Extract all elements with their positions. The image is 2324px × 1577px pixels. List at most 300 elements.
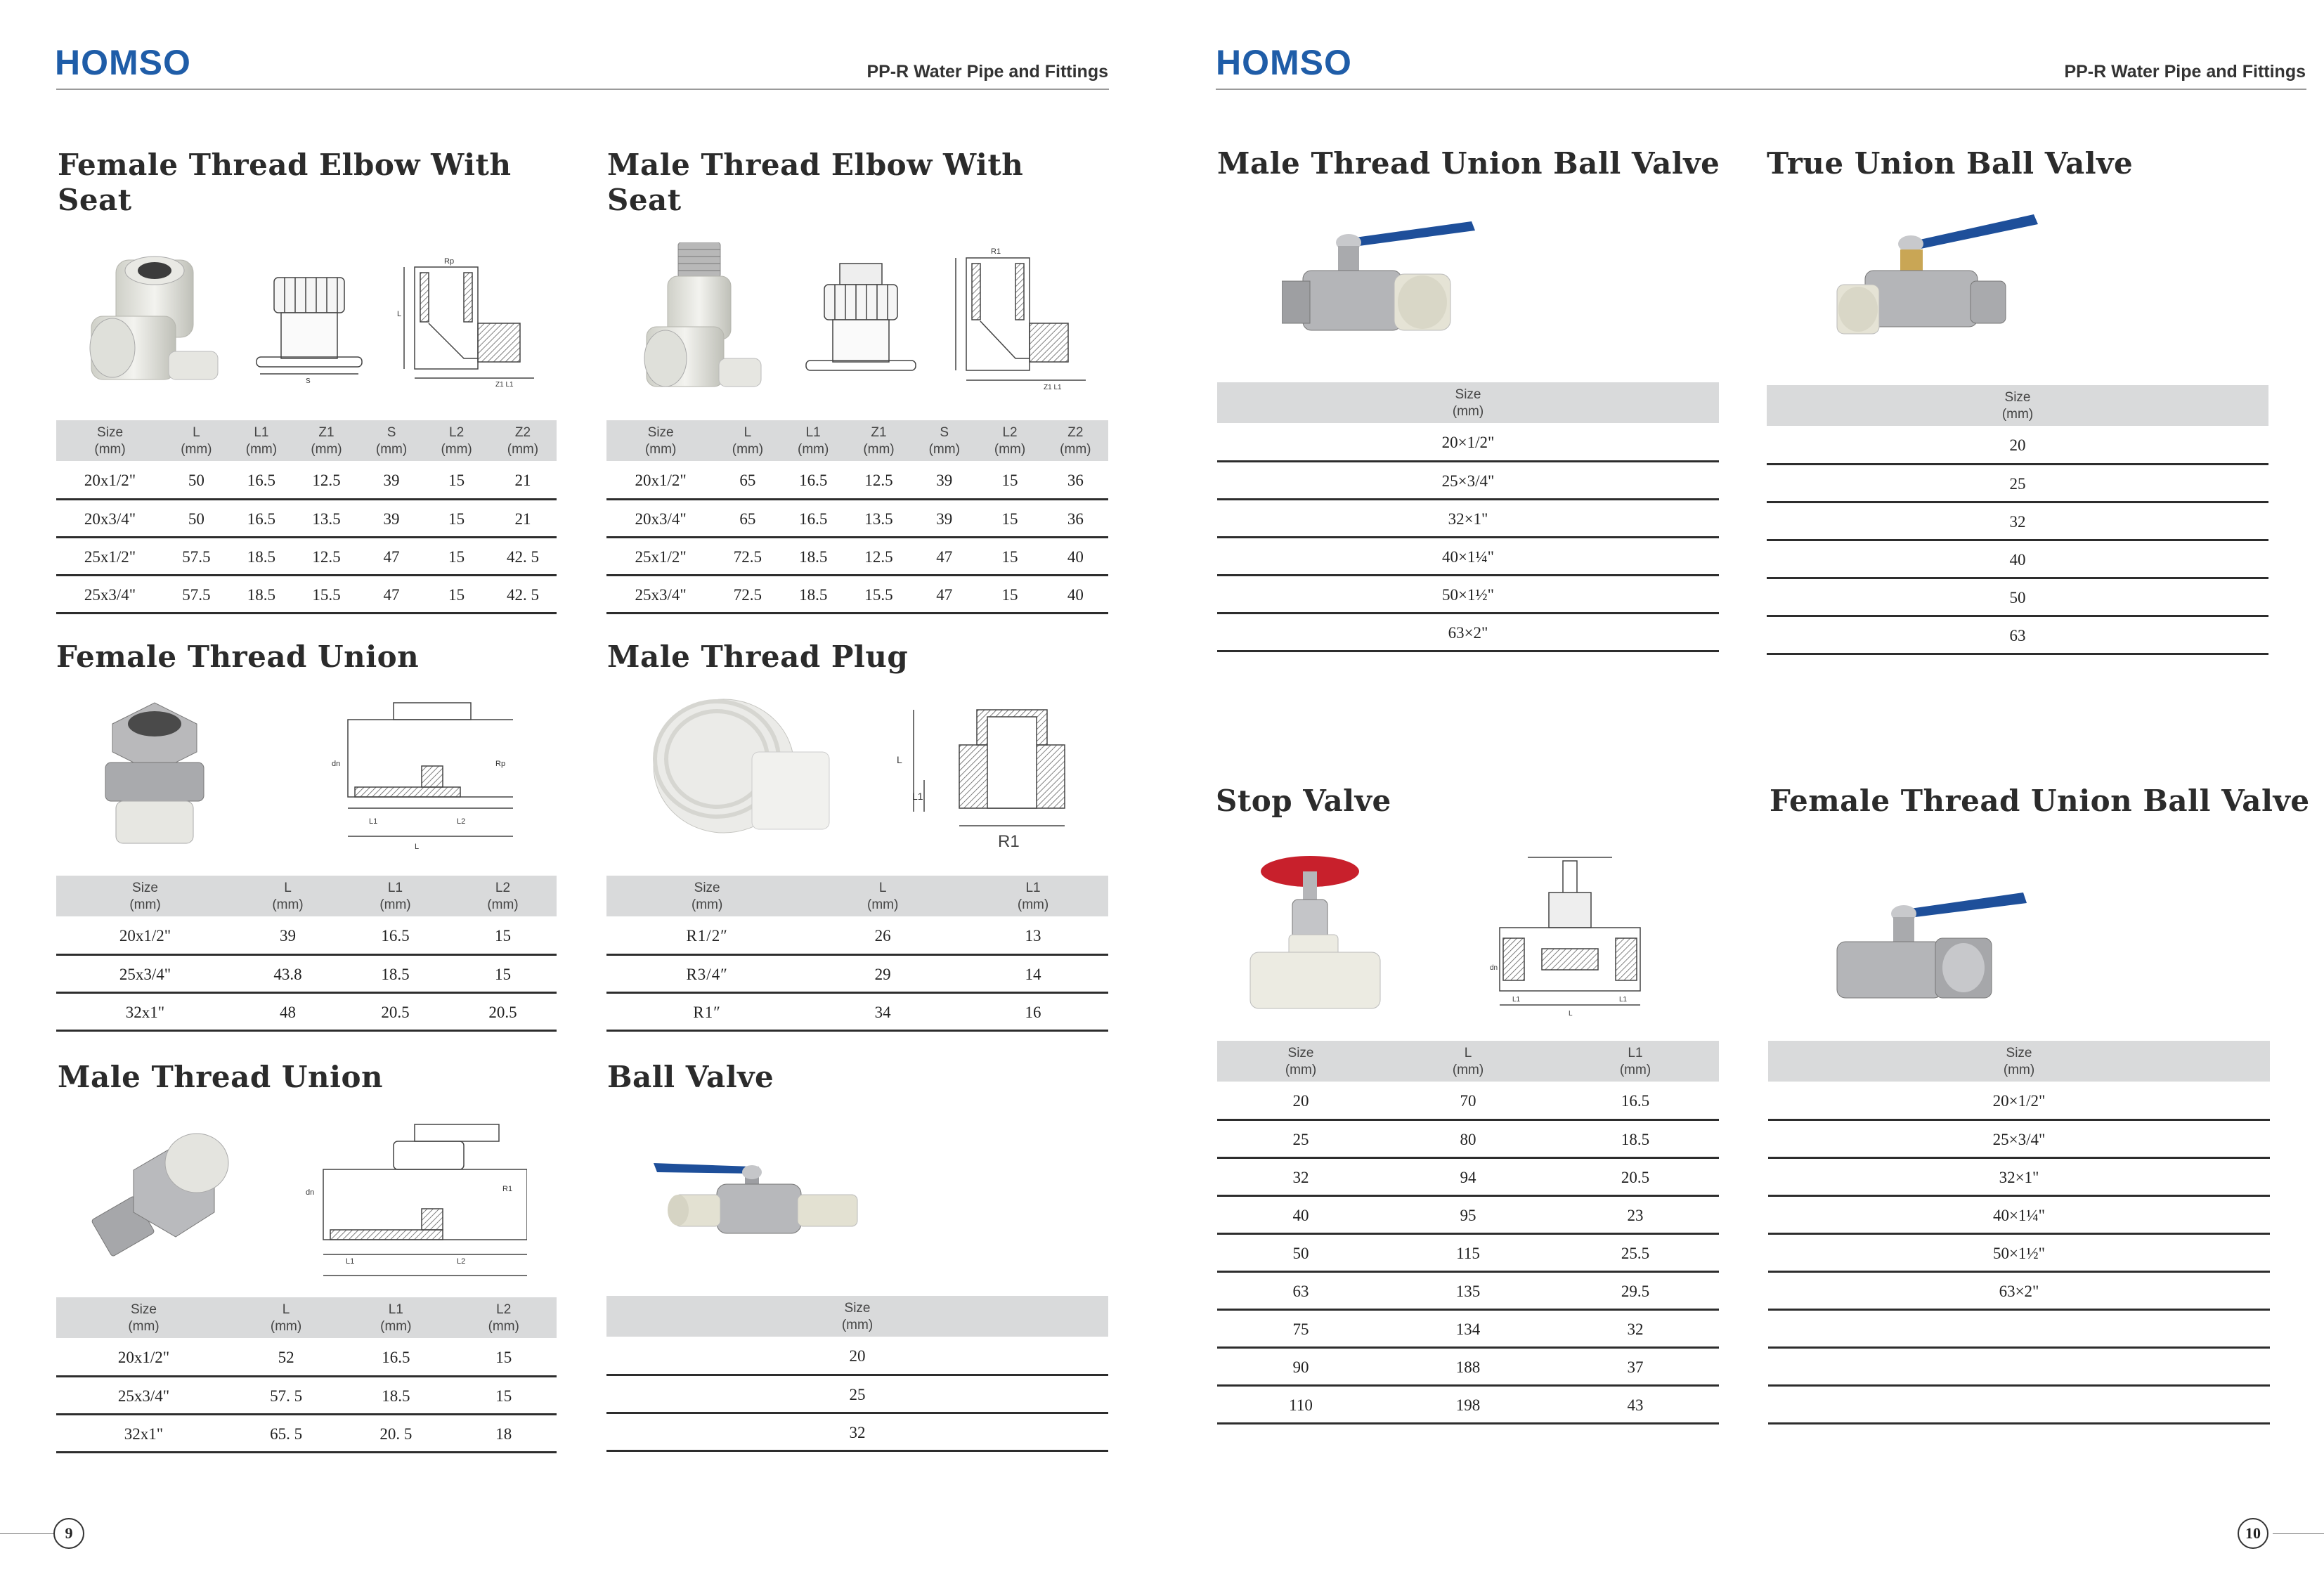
svg-text:Z1 L1: Z1 L1 bbox=[1044, 384, 1062, 391]
table-row bbox=[1217, 1195, 1719, 1233]
table-cell: 52 bbox=[231, 1338, 341, 1376]
table-cell bbox=[1768, 1347, 2270, 1385]
table-cell: 50×1½" bbox=[1768, 1233, 2270, 1271]
table-row bbox=[1217, 423, 1719, 461]
col-l1: L1 (mm) bbox=[341, 1297, 450, 1338]
table-cell: 135 bbox=[1384, 1271, 1552, 1309]
table-cell: 18.5 bbox=[342, 954, 449, 992]
table-cell: 15 bbox=[424, 575, 489, 613]
table-cell: 29 bbox=[807, 954, 958, 992]
table-cell: 21 bbox=[489, 499, 557, 537]
table-row bbox=[1217, 575, 1719, 613]
table-row bbox=[1217, 1271, 1719, 1309]
table-cell: 15 bbox=[450, 1338, 557, 1376]
true-union-ball-valve-section bbox=[1767, 146, 2133, 181]
section-title: Male Thread Union bbox=[58, 1060, 384, 1094]
table-cell: 110 bbox=[1217, 1385, 1384, 1423]
table-cell: 25x3/4" bbox=[56, 575, 164, 613]
table-cell: 25×3/4" bbox=[1217, 461, 1719, 499]
table-row bbox=[606, 537, 1108, 575]
table-cell: 65. 5 bbox=[231, 1414, 341, 1452]
table-cell: 29.5 bbox=[1552, 1271, 1719, 1309]
table-cell: 25x3/4" bbox=[56, 954, 234, 992]
female-union-ball-valve-photo bbox=[1830, 882, 2041, 1012]
table-cell: 20.5 bbox=[449, 992, 557, 1030]
elbow-section-view bbox=[404, 267, 534, 378]
table-cell: 115 bbox=[1384, 1233, 1552, 1271]
table-cell: 16.5 bbox=[342, 916, 449, 954]
table-cell: 80 bbox=[1384, 1120, 1552, 1157]
table-cell: 16.5 bbox=[1552, 1082, 1719, 1120]
col-l: L (mm) bbox=[715, 420, 780, 461]
table-cell: 40 bbox=[1767, 540, 2268, 578]
col-size: Size (mm) bbox=[1217, 1041, 1384, 1082]
col-size: Size (mm) bbox=[56, 876, 234, 916]
table-row bbox=[56, 499, 557, 537]
table-cell: 32x1" bbox=[56, 992, 234, 1030]
table-cell: 63×2" bbox=[1217, 613, 1719, 651]
table-cell: 95 bbox=[1384, 1195, 1552, 1233]
male-plug-section bbox=[607, 640, 908, 675]
table-cell: 39 bbox=[911, 499, 977, 537]
header-title: PP-R Water Pipe and Fittings bbox=[866, 62, 1108, 82]
col-l: L (mm) bbox=[1384, 1041, 1552, 1082]
svg-text:L1: L1 bbox=[346, 1257, 355, 1266]
svg-text:R1: R1 bbox=[502, 1185, 513, 1193]
table-cell: 134 bbox=[1384, 1309, 1552, 1347]
table-row bbox=[1767, 540, 2268, 578]
male-union-drawing bbox=[91, 1121, 527, 1286]
col-l1: L1 (mm) bbox=[1552, 1041, 1719, 1082]
table-cell: 40×1¼" bbox=[1217, 537, 1719, 575]
table-cell: 36 bbox=[1043, 499, 1108, 537]
col-l: L (mm) bbox=[164, 420, 229, 461]
male-elbow-front-view bbox=[806, 264, 916, 370]
table-cell: 15 bbox=[449, 954, 557, 992]
table-cell: 20 bbox=[606, 1337, 1108, 1375]
table-cell: 198 bbox=[1384, 1385, 1552, 1423]
table-cell: 32 bbox=[606, 1413, 1108, 1451]
female-union-photo bbox=[105, 703, 204, 843]
male-elbow-drawing bbox=[636, 242, 1114, 397]
ball-valve-table bbox=[606, 1296, 1108, 1452]
male-union-ball-valve-table bbox=[1217, 382, 1719, 652]
table-cell: 34 bbox=[807, 992, 958, 1030]
svg-text:L: L bbox=[897, 754, 902, 765]
table-cell: 36 bbox=[1043, 461, 1108, 499]
table-cell: 25 bbox=[606, 1375, 1108, 1413]
table-cell: 32x1" bbox=[56, 1414, 231, 1452]
female-union-ball-valve-section bbox=[1770, 784, 2310, 819]
table-row bbox=[1217, 499, 1719, 537]
table-cell: 94 bbox=[1384, 1157, 1552, 1195]
table-cell: 90 bbox=[1217, 1347, 1384, 1385]
table-row bbox=[606, 1337, 1108, 1375]
table-cell: 16.5 bbox=[781, 461, 846, 499]
table-row bbox=[56, 1376, 557, 1414]
table-row bbox=[56, 1414, 557, 1452]
table-cell: 48 bbox=[234, 992, 342, 1030]
table-cell: 18 bbox=[450, 1414, 557, 1452]
header-divider bbox=[56, 89, 1109, 90]
table-cell: 47 bbox=[911, 537, 977, 575]
col-l1: L1 (mm) bbox=[781, 420, 846, 461]
table-row bbox=[1217, 1347, 1719, 1385]
table-cell: 12.5 bbox=[846, 537, 911, 575]
table-cell: R1/2″ bbox=[606, 916, 807, 954]
col-l1: L1 (mm) bbox=[229, 420, 294, 461]
table-row bbox=[56, 954, 557, 992]
svg-text:L1: L1 bbox=[369, 817, 378, 826]
table-cell: 20x3/4" bbox=[56, 499, 164, 537]
table-cell: 25×3/4" bbox=[1768, 1120, 2270, 1157]
table-cell: 15 bbox=[977, 499, 1042, 537]
table-cell: 18.5 bbox=[781, 537, 846, 575]
brand-logo: HOMSO bbox=[55, 43, 191, 82]
table-cell: 20x1/2" bbox=[56, 461, 164, 499]
true-union-ball-valve-table bbox=[1767, 385, 2268, 655]
table-cell: 42. 5 bbox=[489, 537, 557, 575]
female-union-section-view bbox=[348, 703, 513, 836]
table-cell: 63 bbox=[1767, 616, 2268, 654]
table-cell: 47 bbox=[359, 575, 424, 613]
col-l2: L2 (mm) bbox=[449, 876, 557, 916]
table-row bbox=[606, 954, 1108, 992]
section-title: Female Thread Union bbox=[56, 640, 420, 674]
table-row bbox=[1217, 1309, 1719, 1347]
table-cell: 20x1/2" bbox=[606, 461, 715, 499]
svg-text:Z1 L1: Z1 L1 bbox=[495, 381, 514, 389]
table-cell: 39 bbox=[359, 461, 424, 499]
table-cell: 12.5 bbox=[846, 461, 911, 499]
right-page bbox=[1162, 0, 2324, 1577]
table-cell bbox=[1768, 1385, 2270, 1423]
table-row bbox=[1217, 1082, 1719, 1120]
table-cell: 15.5 bbox=[294, 575, 359, 613]
table-cell: 37 bbox=[1552, 1347, 1719, 1385]
col-size: Size (mm) bbox=[606, 420, 715, 461]
male-union-ball-valve-section bbox=[1217, 146, 1720, 181]
table-cell: 14 bbox=[958, 954, 1108, 992]
svg-text:L2: L2 bbox=[457, 1257, 466, 1266]
stop-valve-photo bbox=[1250, 856, 1380, 1008]
table-cell: 20x3/4" bbox=[606, 499, 715, 537]
col-l1: L1 (mm) bbox=[958, 876, 1108, 916]
col-size: Size (mm) bbox=[1768, 1041, 2270, 1082]
table-cell: 47 bbox=[359, 537, 424, 575]
table-row bbox=[56, 992, 557, 1030]
elbow-front-view bbox=[257, 278, 362, 374]
svg-text:L2: L2 bbox=[457, 817, 466, 826]
table-cell: 15 bbox=[449, 916, 557, 954]
table-cell: 15 bbox=[424, 461, 489, 499]
table-row bbox=[1768, 1195, 2270, 1233]
table-cell: 32 bbox=[1217, 1157, 1384, 1195]
table-cell: 13 bbox=[958, 916, 1108, 954]
col-size: Size (mm) bbox=[606, 1296, 1108, 1337]
table-cell: 16.5 bbox=[781, 499, 846, 537]
table-row bbox=[606, 992, 1108, 1030]
table-cell: 40 bbox=[1043, 575, 1108, 613]
table-cell: 20.5 bbox=[1552, 1157, 1719, 1195]
table-cell: 13.5 bbox=[294, 499, 359, 537]
male-union-section-view bbox=[323, 1124, 527, 1276]
male-plug-section-view bbox=[914, 710, 1065, 826]
table-cell: 25x3/4" bbox=[56, 1376, 231, 1414]
table-cell: 50 bbox=[1217, 1233, 1384, 1271]
table-cell: 32×1" bbox=[1217, 499, 1719, 537]
table-row bbox=[1768, 1157, 2270, 1195]
table-cell: 25x3/4" bbox=[606, 575, 715, 613]
table-cell: 43 bbox=[1552, 1385, 1719, 1423]
table-cell: 40 bbox=[1217, 1195, 1384, 1233]
table-cell: 18.5 bbox=[229, 537, 294, 575]
svg-text:S: S bbox=[306, 377, 311, 385]
table-cell: 39 bbox=[359, 499, 424, 537]
page-number: 10 bbox=[2238, 1518, 2268, 1549]
table-row bbox=[606, 461, 1108, 499]
table-row bbox=[606, 575, 1108, 613]
table-row bbox=[606, 1413, 1108, 1451]
col-size: Size (mm) bbox=[1217, 382, 1719, 423]
svg-text:L: L bbox=[415, 843, 420, 851]
male-union-ball-valve-photo bbox=[1282, 211, 1493, 355]
table-cell: 20 bbox=[1767, 426, 2268, 464]
table-row bbox=[1768, 1347, 2270, 1385]
table-cell: 20x1/2" bbox=[56, 916, 234, 954]
svg-text:R1: R1 bbox=[998, 832, 1020, 851]
table-cell: 25x1/2" bbox=[56, 537, 164, 575]
table-cell: 50 bbox=[1767, 578, 2268, 616]
table-cell: 32 bbox=[1767, 502, 2268, 540]
table-cell: 39 bbox=[911, 461, 977, 499]
table-row bbox=[1217, 1157, 1719, 1195]
table-cell: 188 bbox=[1384, 1347, 1552, 1385]
svg-text:L: L bbox=[397, 310, 402, 318]
section-title: Male Thread Elbow With Seat bbox=[607, 148, 1024, 217]
table-row bbox=[1217, 1120, 1719, 1157]
table-cell: 15 bbox=[424, 499, 489, 537]
table-row bbox=[1767, 616, 2268, 654]
female-union-ball-valve-table bbox=[1768, 1041, 2270, 1425]
table-row bbox=[1767, 426, 2268, 464]
table-row bbox=[1768, 1082, 2270, 1120]
table-cell: 15.5 bbox=[846, 575, 911, 613]
table-cell: 12.5 bbox=[294, 461, 359, 499]
footer-line bbox=[2273, 1533, 2324, 1534]
table-cell: 18.5 bbox=[781, 575, 846, 613]
table-cell: 40×1¼" bbox=[1768, 1195, 2270, 1233]
col-l: L (mm) bbox=[807, 876, 958, 916]
col-z2: Z2 (mm) bbox=[1043, 420, 1108, 461]
table-cell: 25 bbox=[1767, 464, 2268, 502]
table-cell: 40 bbox=[1043, 537, 1108, 575]
table-row bbox=[56, 1338, 557, 1376]
section-title: Female Thread Elbow With Seat bbox=[58, 148, 512, 217]
table-row bbox=[1768, 1233, 2270, 1271]
table-cell: 72.5 bbox=[715, 575, 780, 613]
svg-text:L1: L1 bbox=[1619, 996, 1628, 1004]
stop-valve-drawing bbox=[1247, 850, 1696, 1023]
table-row bbox=[606, 1375, 1108, 1413]
section-title: Male Thread Union Ball Valve bbox=[1217, 146, 1720, 181]
table-cell: 13.5 bbox=[846, 499, 911, 537]
female-union-drawing bbox=[91, 696, 513, 861]
stop-valve-table bbox=[1217, 1041, 1719, 1425]
table-cell: 20×1/2" bbox=[1217, 423, 1719, 461]
table-row bbox=[1768, 1309, 2270, 1347]
col-z2: Z2 (mm) bbox=[489, 420, 557, 461]
table-cell: 25.5 bbox=[1552, 1233, 1719, 1271]
header-divider bbox=[1216, 89, 2306, 90]
table-cell: 15 bbox=[977, 461, 1042, 499]
table-cell: 18.5 bbox=[341, 1376, 450, 1414]
male-plug-photo bbox=[654, 699, 829, 833]
female-elbow-drawing bbox=[84, 246, 562, 397]
table-cell: 16.5 bbox=[229, 461, 294, 499]
col-l2: L2 (mm) bbox=[450, 1297, 557, 1338]
table-cell: R3/4″ bbox=[606, 954, 807, 992]
female-union-section bbox=[56, 640, 419, 675]
section-title: True Union Ball Valve bbox=[1767, 146, 2134, 181]
table-cell: 63 bbox=[1217, 1271, 1384, 1309]
table-cell: 20x1/2" bbox=[56, 1338, 231, 1376]
table-cell: 32×1" bbox=[1768, 1157, 2270, 1195]
table-cell: 15 bbox=[424, 537, 489, 575]
col-z1: Z1 (mm) bbox=[846, 420, 911, 461]
table-cell: R1″ bbox=[606, 992, 807, 1030]
svg-text:L1: L1 bbox=[912, 791, 923, 802]
table-row bbox=[1217, 613, 1719, 651]
section-title: Female Thread Union Ball Valve bbox=[1770, 784, 2310, 818]
col-size: Size (mm) bbox=[606, 876, 807, 916]
table-row bbox=[1768, 1120, 2270, 1157]
table-row bbox=[1217, 1233, 1719, 1271]
svg-text:dn: dn bbox=[306, 1188, 315, 1197]
svg-text:Rp: Rp bbox=[444, 257, 455, 266]
table-cell: 12.5 bbox=[294, 537, 359, 575]
table-cell: 50 bbox=[164, 499, 229, 537]
table-cell: 65 bbox=[715, 499, 780, 537]
table-cell: 47 bbox=[911, 575, 977, 613]
table-row bbox=[1217, 1385, 1719, 1423]
male-union-photo bbox=[91, 1134, 228, 1257]
table-cell: 20 bbox=[1217, 1082, 1384, 1120]
svg-text:R1: R1 bbox=[991, 247, 1001, 256]
table-row bbox=[1767, 502, 2268, 540]
ball-valve-photo bbox=[647, 1146, 871, 1254]
col-size: Size (mm) bbox=[56, 420, 164, 461]
table-row bbox=[1767, 464, 2268, 502]
table-row bbox=[56, 461, 557, 499]
male-elbow-photo bbox=[644, 242, 761, 387]
male-union-table bbox=[56, 1297, 557, 1453]
svg-text:L1: L1 bbox=[1512, 996, 1521, 1004]
table-cell: 25 bbox=[1217, 1120, 1384, 1157]
col-s: S (mm) bbox=[359, 420, 424, 461]
ball-valve-section bbox=[607, 1060, 774, 1095]
table-cell: 20. 5 bbox=[341, 1414, 450, 1452]
table-cell: 20.5 bbox=[342, 992, 449, 1030]
section-title: Ball Valve bbox=[607, 1060, 774, 1094]
table-row bbox=[1217, 537, 1719, 575]
table-row bbox=[1768, 1385, 2270, 1423]
svg-text:L: L bbox=[1569, 1010, 1573, 1018]
male-elbow-table bbox=[606, 420, 1108, 614]
col-size: Size (mm) bbox=[1767, 385, 2268, 426]
table-row bbox=[1767, 578, 2268, 616]
table-cell: 16 bbox=[958, 992, 1108, 1030]
true-union-ball-valve-photo bbox=[1830, 207, 2055, 351]
svg-text:dn: dn bbox=[332, 760, 341, 768]
table-cell: 43.8 bbox=[234, 954, 342, 992]
stop-valve-section bbox=[1216, 784, 1391, 819]
col-size: Size (mm) bbox=[56, 1297, 231, 1338]
table-cell: 63×2" bbox=[1768, 1271, 2270, 1309]
table-cell: 20×1/2" bbox=[1768, 1082, 2270, 1120]
table-cell: 16.5 bbox=[341, 1338, 450, 1376]
table-cell: 25x1/2" bbox=[606, 537, 715, 575]
svg-text:dn: dn bbox=[1490, 964, 1498, 972]
table-row bbox=[56, 575, 557, 613]
table-cell: 16.5 bbox=[229, 499, 294, 537]
male-plug-drawing bbox=[647, 696, 1082, 861]
table-cell: 15 bbox=[977, 537, 1042, 575]
table-cell: 50 bbox=[164, 461, 229, 499]
table-cell: 65 bbox=[715, 461, 780, 499]
section-title: Stop Valve bbox=[1216, 784, 1391, 818]
table-cell: 18.5 bbox=[229, 575, 294, 613]
col-l2: L2 (mm) bbox=[424, 420, 489, 461]
section-title: Male Thread Plug bbox=[607, 640, 909, 674]
table-cell: 26 bbox=[807, 916, 958, 954]
female-union-table bbox=[56, 876, 557, 1032]
col-l: L (mm) bbox=[234, 876, 342, 916]
table-cell: 23 bbox=[1552, 1195, 1719, 1233]
table-cell bbox=[1768, 1309, 2270, 1347]
table-cell: 42. 5 bbox=[489, 575, 557, 613]
table-cell: 39 bbox=[234, 916, 342, 954]
table-cell: 70 bbox=[1384, 1082, 1552, 1120]
page-number: 9 bbox=[53, 1518, 84, 1549]
elbow-photo bbox=[90, 257, 218, 379]
col-l2: L2 (mm) bbox=[977, 420, 1042, 461]
table-cell: 75 bbox=[1217, 1309, 1384, 1347]
table-row bbox=[56, 537, 557, 575]
table-cell: 57.5 bbox=[164, 537, 229, 575]
table-cell: 21 bbox=[489, 461, 557, 499]
table-row bbox=[1768, 1271, 2270, 1309]
table-cell: 57. 5 bbox=[231, 1376, 341, 1414]
table-row bbox=[606, 499, 1108, 537]
header-title: PP-R Water Pipe and Fittings bbox=[2064, 62, 2306, 82]
svg-text:Rp: Rp bbox=[495, 760, 506, 768]
table-row bbox=[606, 916, 1108, 954]
male-elbow-section-view bbox=[956, 258, 1086, 380]
table-row bbox=[56, 916, 557, 954]
table-cell: 18.5 bbox=[1552, 1120, 1719, 1157]
table-cell: 15 bbox=[450, 1376, 557, 1414]
male-elbow-section bbox=[607, 148, 1023, 218]
col-l1: L1 (mm) bbox=[342, 876, 449, 916]
female-elbow-section bbox=[58, 148, 512, 218]
col-z1: Z1 (mm) bbox=[294, 420, 359, 461]
table-cell: 15 bbox=[977, 575, 1042, 613]
table-cell: 72.5 bbox=[715, 537, 780, 575]
table-cell: 32 bbox=[1552, 1309, 1719, 1347]
female-elbow-table bbox=[56, 420, 557, 614]
table-row bbox=[1217, 461, 1719, 499]
